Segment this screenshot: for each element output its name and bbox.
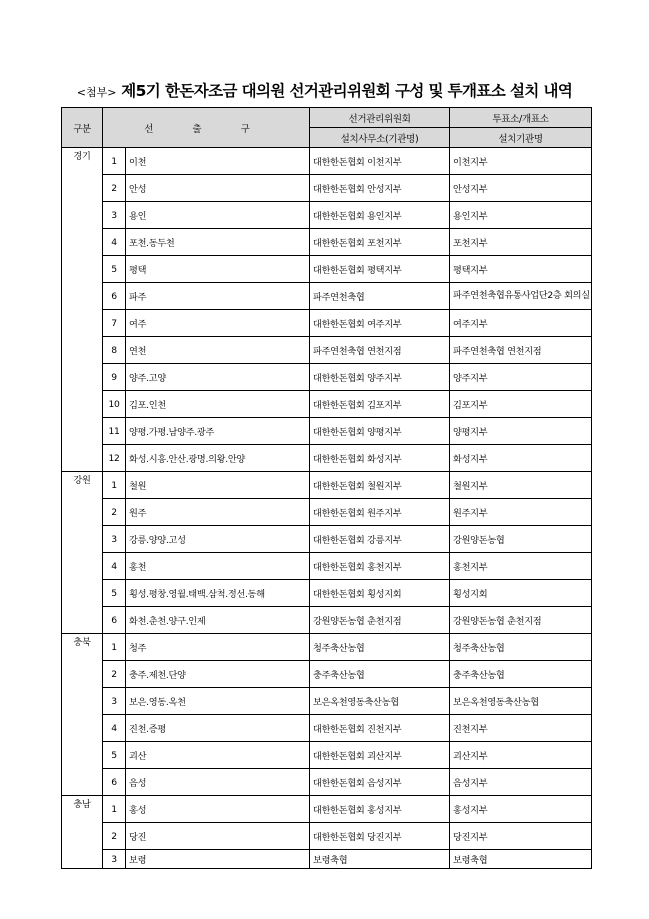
committee-office-cell: 대한한돈협회 강릉지부 [310,526,450,553]
header-region: 구분 [62,108,103,148]
poll-place-cell: 당진지부 [450,823,592,850]
district-cell: 안성 [126,175,310,202]
poll-place-cell: 이천지부 [450,148,592,175]
poll-place-cell: 보은옥천영동축산농협 [450,688,592,715]
committee-office-cell: 파주연천축협 연천지점 [310,337,450,364]
table-row [62,148,592,175]
table-row [62,742,592,769]
poll-place-cell: 음성지부 [450,769,592,796]
table-row [62,553,592,580]
row-number-cell: 5 [103,256,126,283]
committee-office-cell: 대한한돈협회 김포지부 [310,391,450,418]
poll-place-cell: 화성지부 [450,445,592,472]
table-row [62,418,592,445]
region-cell: 강원 [62,472,103,634]
row-number-cell: 1 [103,634,126,661]
header-committee-bottom: 설치사무소(기관명) [310,128,450,148]
district-cell: 음성 [126,769,310,796]
committee-office-cell: 대한한돈협회 화성지부 [310,445,450,472]
table-header [62,108,592,148]
header-committee-top: 선거관리위원회 [310,108,450,128]
row-number-cell: 3 [103,202,126,229]
district-cell: 화성.시흥.안산.광명.의왕.안양 [126,445,310,472]
committee-office-cell: 대한한돈협회 음성지부 [310,769,450,796]
row-number-cell: 1 [103,472,126,499]
committee-office-cell: 대한한돈협회 평택지부 [310,256,450,283]
row-number-cell: 2 [103,823,126,850]
district-cell: 당진 [126,823,310,850]
row-number-cell: 4 [103,715,126,742]
district-cell: 홍천 [126,553,310,580]
row-number-cell: 9 [103,364,126,391]
district-cell: 홍성 [126,796,310,823]
district-cell: 원주 [126,499,310,526]
committee-office-cell: 대한한돈협회 철원지부 [310,472,450,499]
district-cell: 양주.고양 [126,364,310,391]
table-row [62,607,592,634]
title-prefix: <첨부> [76,86,117,99]
district-cell: 파주 [126,283,310,310]
committee-office-cell: 대한한돈협회 여주지부 [310,310,450,337]
table-row [62,715,592,742]
committee-office-cell: 대한한돈협회 원주지부 [310,499,450,526]
table-row [62,445,592,472]
committee-office-cell: 대한한돈협회 괴산지부 [310,742,450,769]
table-row [62,364,592,391]
table-row [62,310,592,337]
district-cell: 강릉.양양.고성 [126,526,310,553]
table-row [62,688,592,715]
poll-place-cell: 괴산지부 [450,742,592,769]
table-row [62,823,592,850]
district-cell: 보은.영동.옥천 [126,688,310,715]
poll-place-cell: 청주축산농협 [450,634,592,661]
district-cell: 이천 [126,148,310,175]
poll-place-cell: 안성지부 [450,175,592,202]
district-cell: 평택 [126,256,310,283]
row-number-cell: 10 [103,391,126,418]
table-row [62,283,592,310]
row-number-cell: 11 [103,418,126,445]
committee-office-cell: 보령축협 [310,850,450,869]
table-row [62,580,592,607]
poll-place-cell: 파주연천축협 연천지점 [450,337,592,364]
row-number-cell: 1 [103,796,126,823]
table-row [62,391,592,418]
district-cell: 철원 [126,472,310,499]
district-cell: 화천.춘천.양구.인제 [126,607,310,634]
region-cell: 경기 [62,148,103,472]
row-number-cell: 4 [103,229,126,256]
poll-place-cell: 포천지부 [450,229,592,256]
district-cell: 용인 [126,202,310,229]
district-cell: 포천.동두천 [126,229,310,256]
district-cell: 진천.증평 [126,715,310,742]
committee-office-cell: 파주연천축협 [310,283,450,310]
poll-place-cell: 강원양돈농협 [450,526,592,553]
row-number-cell: 3 [103,850,126,869]
district-cell: 청주 [126,634,310,661]
table-row [62,472,592,499]
row-number-cell: 2 [103,661,126,688]
committee-office-cell: 보은옥천영동축산농협 [310,688,450,715]
row-number-cell: 6 [103,769,126,796]
committee-office-cell: 대한한돈협회 양주지부 [310,364,450,391]
table-row [62,175,592,202]
table-row [62,256,592,283]
row-number-cell: 1 [103,148,126,175]
header-poll-top: 투표소/개표소 [450,108,592,128]
row-number-cell: 5 [103,742,126,769]
row-number-cell: 6 [103,283,126,310]
committee-office-cell: 대한한돈협회 횡성지회 [310,580,450,607]
committee-office-cell: 충주축산농협 [310,661,450,688]
poll-place-cell: 여주지부 [450,310,592,337]
table-row [62,796,592,823]
poll-place-cell: 보령축협 [450,850,592,869]
poll-place-cell: 진천지부 [450,715,592,742]
row-number-cell: 3 [103,688,126,715]
title-main: 제5기 한돈자조금 대의원 선거관리위원회 구성 및 투개표소 설치 내역 [121,82,573,100]
row-number-cell: 4 [103,553,126,580]
poll-place-cell: 홍성지부 [450,796,592,823]
poll-place-cell: 횡성지회 [450,580,592,607]
district-cell: 연천 [126,337,310,364]
committee-office-cell: 대한한돈협회 홍천지부 [310,553,450,580]
header-poll-bottom: 설치기관명 [450,128,592,148]
page-title [0,79,649,101]
poll-place-cell: 홍천지부 [450,553,592,580]
committee-office-cell: 대한한돈협회 홍성지부 [310,796,450,823]
committee-office-cell: 대한한돈협회 안성지부 [310,175,450,202]
committee-office-cell: 대한한돈협회 양평지부 [310,418,450,445]
row-number-cell: 3 [103,526,126,553]
poll-place-cell: 양주지부 [450,364,592,391]
poll-place-cell: 원주지부 [450,499,592,526]
table-row [62,661,592,688]
table-row [62,202,592,229]
district-cell: 여주 [126,310,310,337]
election-table [61,107,592,869]
district-cell: 충주.제천.단양 [126,661,310,688]
committee-office-cell: 강원양돈농협 춘천지점 [310,607,450,634]
table-row [62,850,592,869]
region-cell: 충북 [62,634,103,796]
poll-place-cell: 강원양돈농협 춘천지점 [450,607,592,634]
table-row [62,634,592,661]
row-number-cell: 6 [103,607,126,634]
committee-office-cell: 대한한돈협회 당진지부 [310,823,450,850]
district-cell: 횡성.평창.영월.태백.삼척.정선.동해 [126,580,310,607]
table-row [62,769,592,796]
row-number-cell: 7 [103,310,126,337]
district-cell: 양평.가평.남양주.광주 [126,418,310,445]
poll-place-cell: 철원지부 [450,472,592,499]
poll-place-cell: 김포지부 [450,391,592,418]
header-district: 선 출 구 [103,108,310,148]
row-number-cell: 8 [103,337,126,364]
district-cell: 괴산 [126,742,310,769]
poll-place-cell: 파주연천축협유통사업단2층 회의실 [450,283,592,310]
poll-place-cell: 용인지부 [450,202,592,229]
district-cell: 김포.인천 [126,391,310,418]
committee-office-cell: 청주축산농협 [310,634,450,661]
table-row [62,337,592,364]
table-row [62,229,592,256]
region-cell: 충남 [62,796,103,869]
committee-office-cell: 대한한돈협회 용인지부 [310,202,450,229]
committee-office-cell: 대한한돈협회 이천지부 [310,148,450,175]
poll-place-cell: 충주축산농협 [450,661,592,688]
row-number-cell: 2 [103,175,126,202]
committee-office-cell: 대한한돈협회 진천지부 [310,715,450,742]
table-body [62,148,592,869]
row-number-cell: 2 [103,499,126,526]
row-number-cell: 12 [103,445,126,472]
poll-place-cell: 평택지부 [450,256,592,283]
table-row [62,526,592,553]
row-number-cell: 5 [103,580,126,607]
committee-office-cell: 대한한돈협회 포천지부 [310,229,450,256]
table-row [62,499,592,526]
district-cell: 보령 [126,850,310,869]
poll-place-cell: 양평지부 [450,418,592,445]
